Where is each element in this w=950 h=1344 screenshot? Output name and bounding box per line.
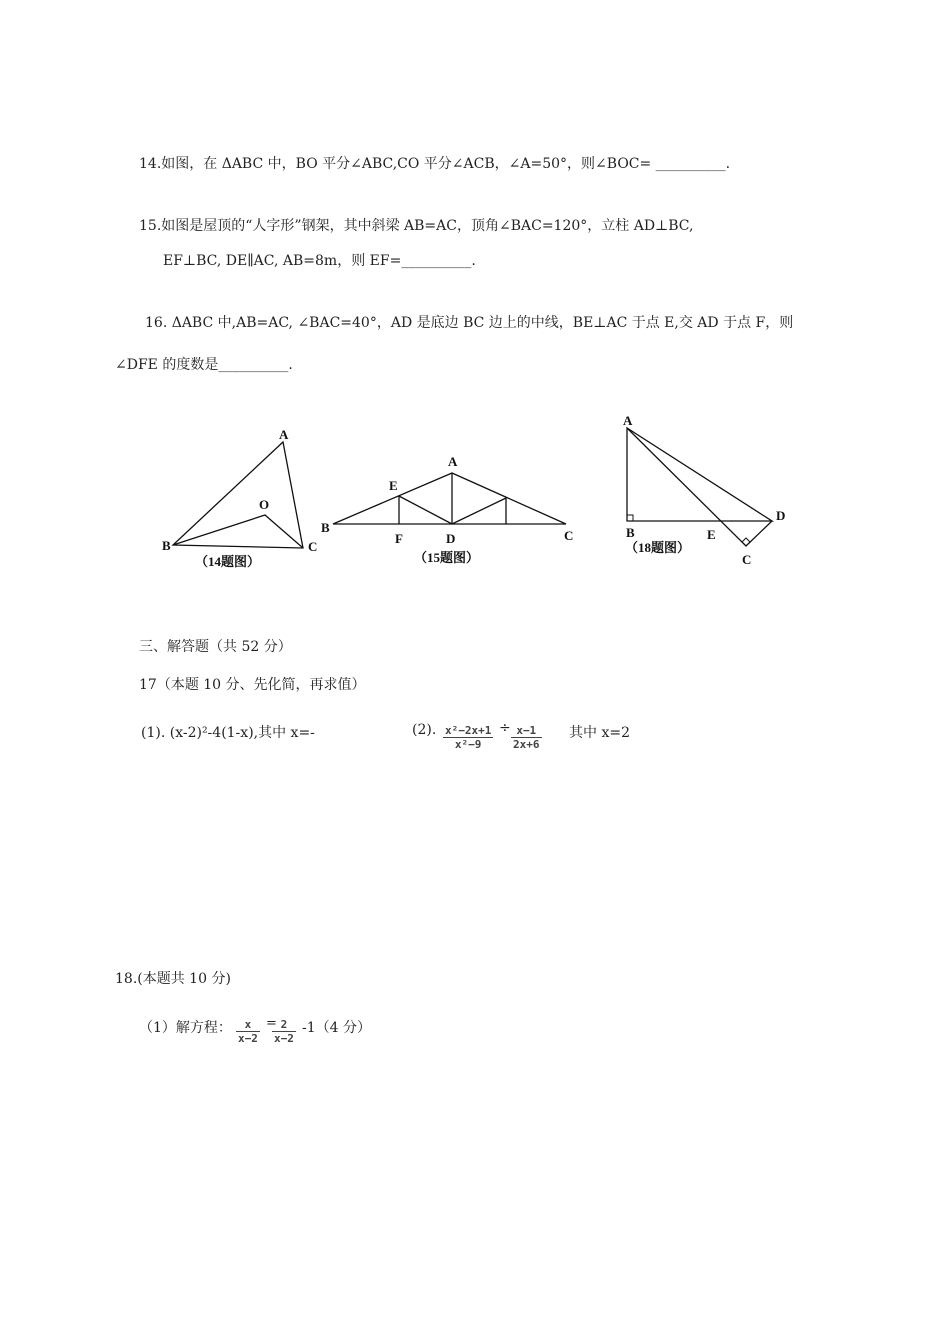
segment-bo-oc (173, 515, 303, 548)
fraction-numerator: x²−2x+1 (445, 724, 492, 737)
label-B: B (626, 525, 635, 540)
question-16-line1: 16. ΔABC 中,AB=AC, ∠BAC=40°，AD 是底边 BC 边上的中线，BE⊥AC 于点 E,交 AD 于点 F，则 (145, 315, 794, 331)
segment-ac-cd (627, 428, 772, 546)
question-17-title: 17（本题 10 分、先化简，再求值） (139, 677, 366, 693)
label-O: O (259, 497, 270, 512)
fraction-2 (511, 724, 542, 751)
fraction-numerator: 2 (272, 1018, 296, 1032)
question-18-part1-suffix: -1（4 分） (302, 1020, 371, 1036)
fraction-denominator: x−2 (238, 1032, 258, 1045)
fraction-denominator: 2x+6 (513, 738, 540, 751)
label-A: A (448, 454, 458, 469)
label-C: C (564, 528, 574, 543)
question-15-line1: 15.如图是屋顶的“人字形”钢架，其中斜梁 AB=AC，顶角∠BAC=120°，立柱 AD⊥BC, (139, 218, 694, 234)
label-C: C (308, 539, 318, 554)
triangle-abc (173, 442, 303, 548)
label-B: B (321, 520, 330, 535)
question-17-part1: (1). (x-2)²-4(1-x),其中 x=- (141, 725, 315, 741)
section-3-heading: 三、解答题（共 52 分） (139, 639, 292, 655)
figure-caption: （18题图） (625, 540, 691, 555)
fraction-denominator: x−2 (274, 1032, 294, 1045)
equation-fraction-1 (236, 1018, 260, 1045)
figure-15 (318, 450, 583, 575)
equation-fraction-2 (272, 1018, 296, 1045)
question-15-line2: EF⊥BC, DE∥AC, AB=8m，则 EF=__________. (163, 253, 476, 269)
question-17-part2-prefix: (2). (412, 722, 437, 738)
figure-18 (615, 410, 795, 570)
label-A: A (279, 427, 289, 442)
label-F: F (395, 531, 403, 546)
figure-caption: （14题图） (195, 554, 261, 569)
right-angle-c (742, 538, 750, 546)
label-C: C (742, 552, 752, 567)
division-sign: ÷ (499, 720, 511, 736)
label-D: D (446, 531, 456, 546)
beam-right (452, 498, 506, 524)
equals-sign: = (266, 1016, 277, 1031)
question-14: 14.如图，在 ΔABC 中，BO 平分∠ABC,CO 平分∠ACB，∠A=50°，则∠BOC= __________. (139, 156, 731, 172)
question-18-part1-prefix: （1）解方程： (139, 1020, 232, 1036)
triangle-abd (627, 428, 772, 521)
fraction-numerator: x (236, 1018, 260, 1032)
label-E: E (389, 478, 398, 493)
right-angle-b (627, 515, 633, 521)
fraction-1 (443, 724, 493, 751)
figure-caption: （15题图） (414, 550, 480, 565)
figure-14 (155, 420, 325, 580)
question-16-line2: ∠DFE 的度数是__________. (115, 357, 293, 373)
fraction-numerator: x−1 (511, 724, 542, 738)
question-17-part2-suffix: 其中 x=2 (569, 725, 630, 741)
question-18-title: 18.(本题共 10 分) (115, 971, 231, 987)
beam-de (399, 496, 452, 524)
label-E: E (707, 527, 716, 542)
roof-triangle (333, 473, 566, 524)
label-A: A (623, 413, 633, 428)
label-D: D (776, 508, 786, 523)
fraction-denominator: x²−9 (454, 738, 482, 751)
label-B: B (162, 538, 171, 553)
